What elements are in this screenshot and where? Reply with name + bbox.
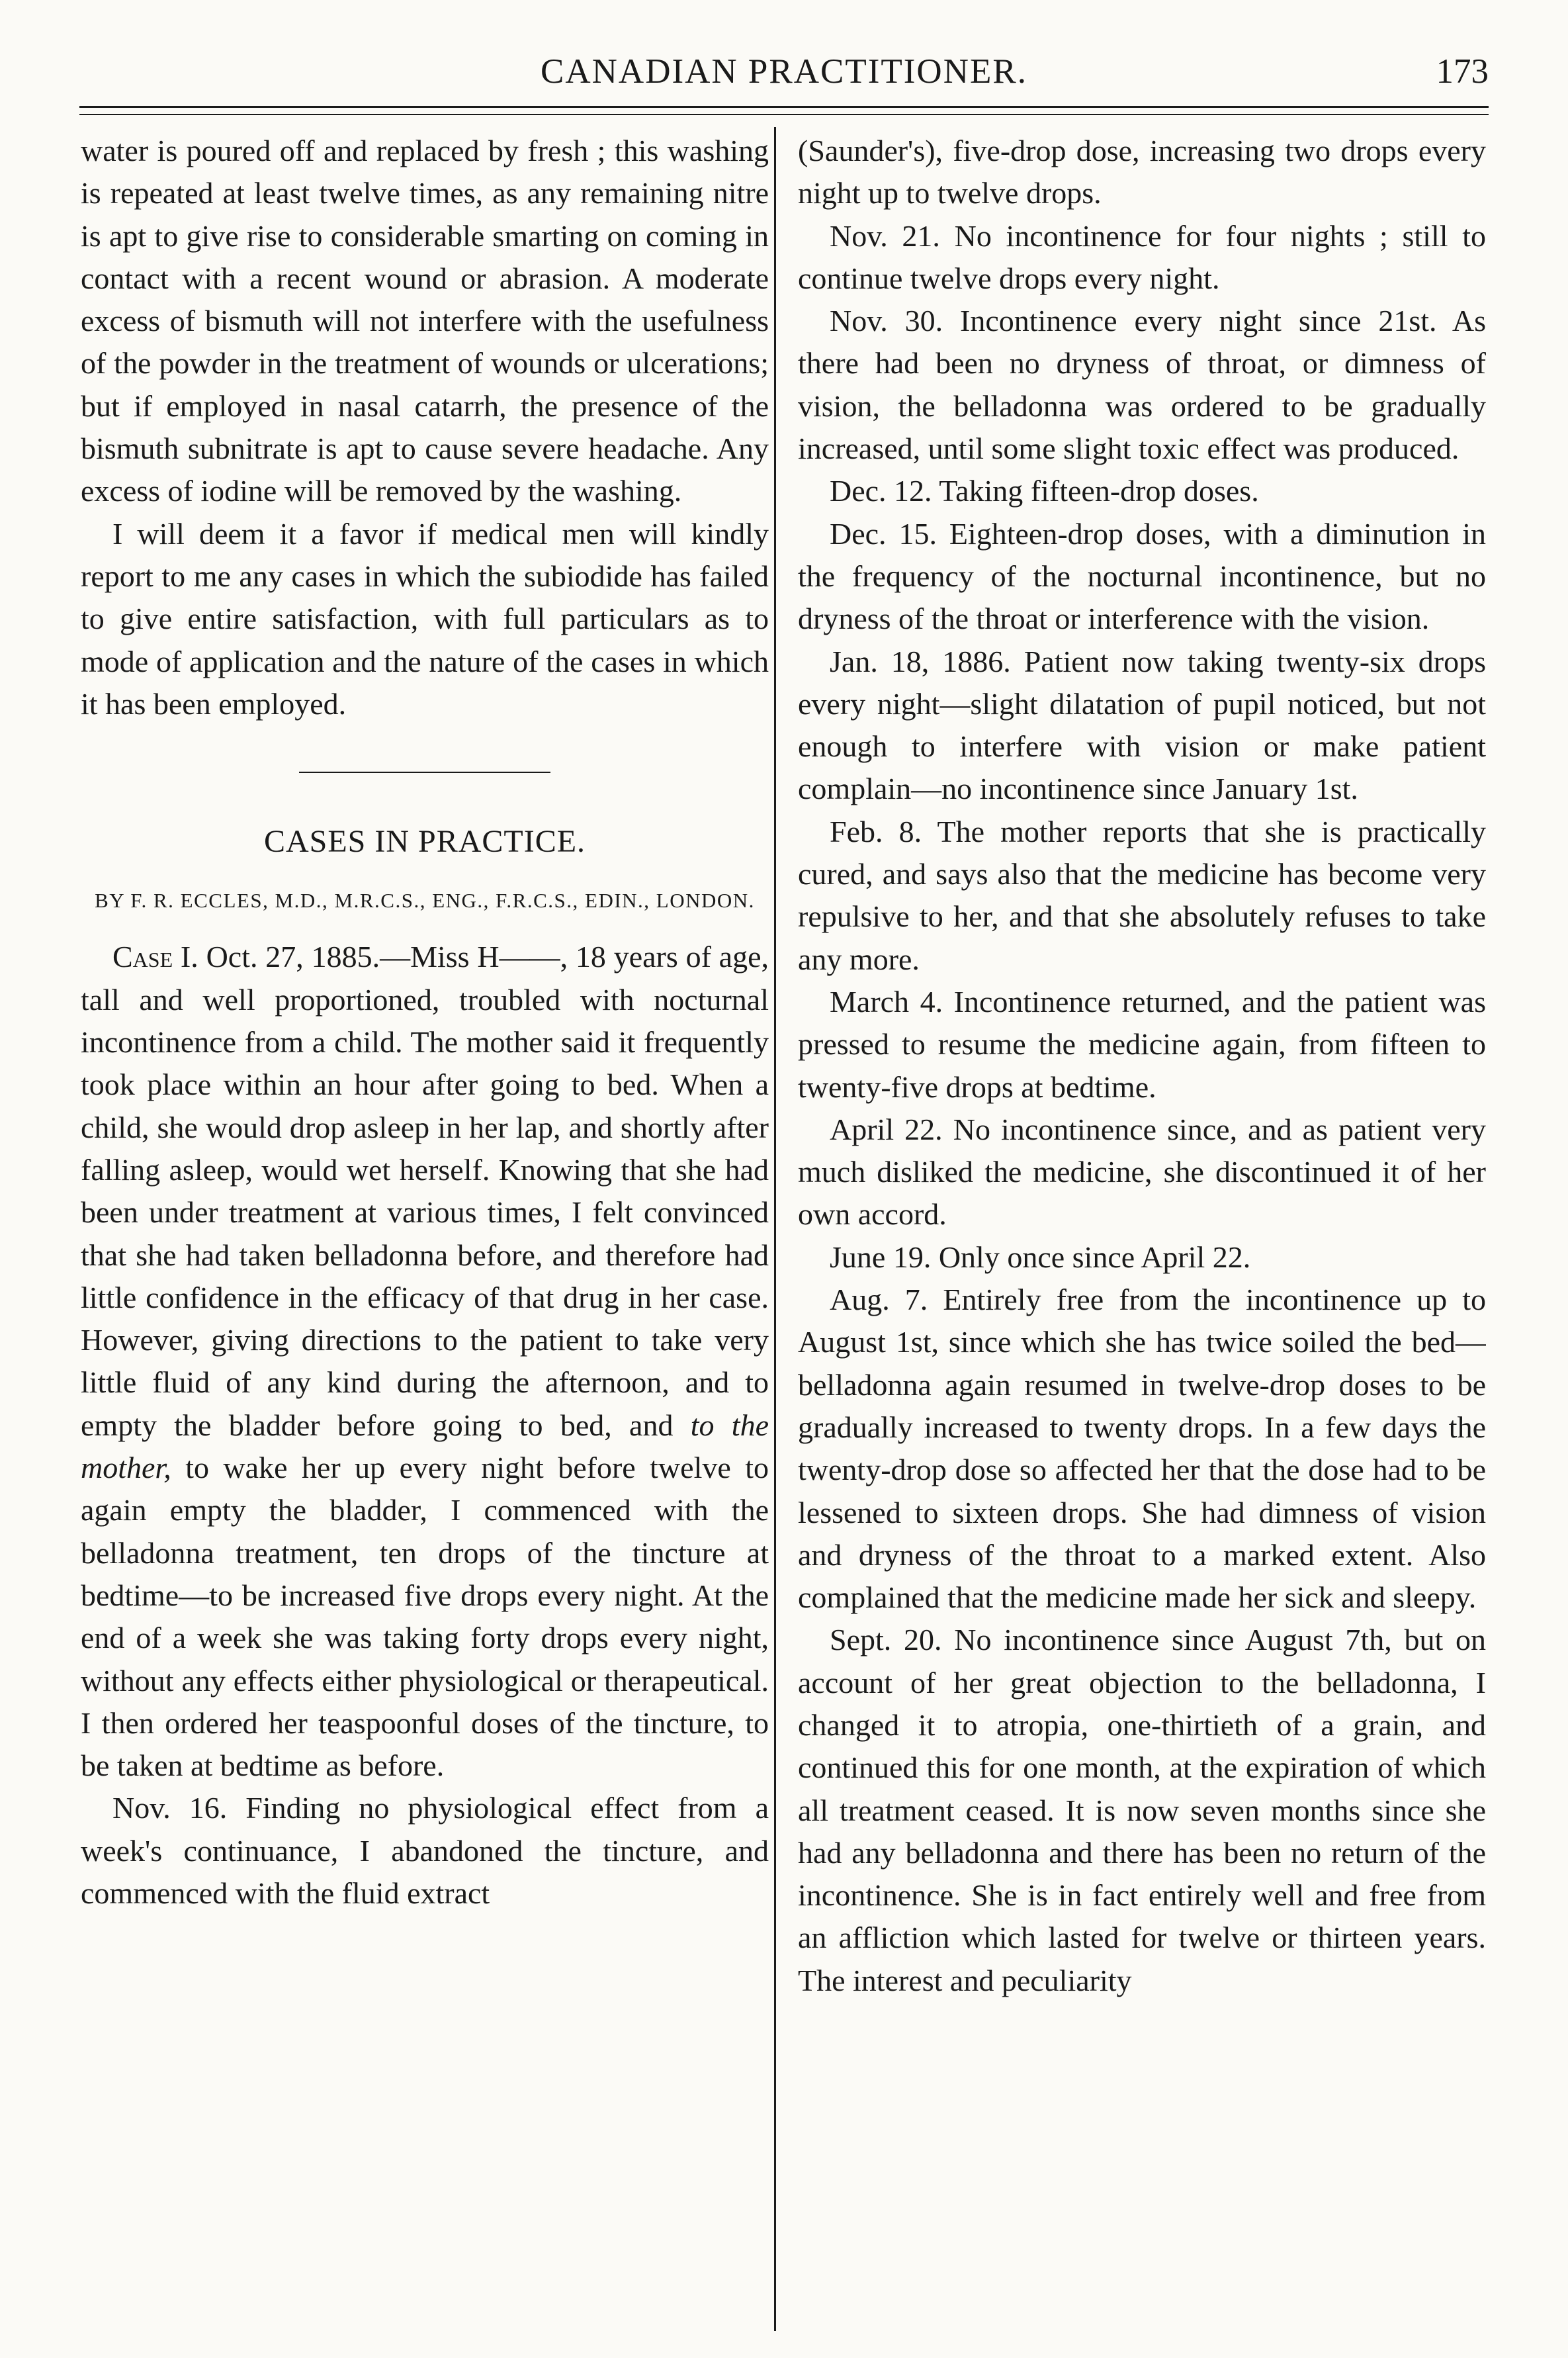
header-rule-bottom	[79, 114, 1489, 115]
running-title: CANADIAN PRACTITIONER.	[541, 52, 1027, 91]
paragraph: Feb. 8. The mother reports that she is practically cured, and says also that the medicine has become very repulsive to her, and that she absolutely refuses to take any more.	[798, 814, 1486, 976]
paragraph: Nov. 21. No incontinence for four nights ; still to continue twelve drops every night.	[798, 218, 1486, 295]
paragraph: Aug. 7. Entirely free from the incontinence up to August 1st, since which she has twice soiled the bed—belladonna again resumed in twelve-drop doses to be gradually increased to twenty drops. In a few days the twenty-drop dose so affected her that the dose had to be lessened to sixteen drops. She had dimness of vision and dryness of the throat to a marked extent. Also complained that the medicine made her sick and sleepy.	[798, 1283, 1486, 1615]
paragraph: Nov. 16. Finding no physiological effect from a week's continuance, I abandoned the tincture, and commenced with the fluid extract	[81, 1791, 769, 1910]
case-text-continued: to wake her up every night before twelve to again empty the bladder, I commenced with the belladonna treatment, ten drops of the tincture at bedtime—to be increased five drops every night. At the end of a week she was taking forty drops every night, without any effects either physiological or therapeutical. I then ordered her teaspoonful doses of the tincture, to be taken at bedtime as before.	[81, 1451, 769, 1783]
paragraph: Sept. 20. No incontinence since August 7th, but on account of her great objection to the belladonna, I changed it to atropia, one-thirtieth of a grain, and continued this for one month, at the expiration of which all treatment ceased. It is now seven months since she had any belladonna and there has been no return of the incontinence. She is in fact entirely well and free from an affliction which lasted for twelve or thirteen years. The interest and peculiarity	[798, 1623, 1486, 1997]
header-rule-top	[79, 106, 1489, 108]
page-number: 173	[1436, 52, 1489, 91]
right-column	[798, 130, 1486, 2340]
paragraph: March 4. Incontinence returned, and the patient was pressed to resume the medicine again, from fifteen to twenty-five drops at bedtime.	[798, 984, 1486, 1104]
paragraph: Nov. 30. Incontinence every night since 21st. As there had been no dryness of throat, or dimness of vision, the belladonna was ordered to be gradually increased, until some slight toxic effect was produced.	[798, 304, 1486, 466]
paragraph: Dec. 12. Taking fifteen-drop doses.	[830, 474, 1259, 508]
case-paragraph	[81, 936, 769, 1787]
paragraph: June 19. Only once since April 22.	[830, 1240, 1251, 1274]
case-text: Oct. 27, 1885.—Miss H——, 18 years of age, tall and well proportioned, troubled with nocturnal incontinence from a child. The mother said it frequently took place within an hour after going to bed. When a child, she would drop asleep in her lap, and shortly after falling asleep, would wet herself. Knowing that she had been under treatment at various times, I felt convinced that she had taken belladonna before, and therefore had little confidence in the efficacy of that drug in her case. However, giving directions to the patient to take very little fluid of any kind during the afternoon, and to empty the bladder before going to bed, and	[81, 940, 769, 1442]
paragraph: (Saunder's), five-drop dose, increasing two drops every night up to twelve drops.	[798, 134, 1486, 210]
author-byline: BY F. R. ECCLES, M.D., M.R.C.S., ENG., F.R.C.S., EDIN., LONDON.	[95, 889, 755, 913]
case-text-italic: to the mother,	[81, 1408, 769, 1485]
paragraph: Jan. 18, 1886. Patient now taking twenty-six drops every night—slight dilatation of pupil noticed, but not enough to interfere with vision or make patient complain—no incontinence since January 1st.	[798, 644, 1486, 806]
paragraph: April 22. No incontinence since, and as patient very much disliked the medicine, she discontinued it of her own accord.	[798, 1112, 1486, 1232]
paragraph: I will deem it a favor if medical men will kindly report to me any cases in which the subiodide has failed to give entire satisfaction, with full particulars as to mode of application and the nature of the cases in which it has been employed.	[81, 516, 769, 721]
left-column	[81, 130, 769, 2340]
section-divider	[299, 772, 550, 773]
paragraph: water is poured off and replaced by fresh ; this washing is repeated at least twelve times, as any remaining nitre is apt to give rise to considerable smarting on coming in contact with a recent wound or abrasion. A moderate excess of bismuth will not interfere with the usefulness of the powder in the treatment of wounds or ulcerations; but if employed in nasal catarrh, the presence of the bismuth subnitrate is apt to cause severe headache. Any excess of iodine will be removed by the washing.	[81, 134, 769, 508]
column-divider	[774, 127, 776, 2331]
section-heading: CASES IN PRACTICE.	[263, 824, 586, 860]
paragraph: Dec. 15. Eighteen-drop doses, with a diminution in the frequency of the nocturnal incontinence, but no dryness of the throat or interference with the vision.	[798, 516, 1486, 636]
page-header	[79, 52, 1489, 111]
case-label: Case I.	[112, 940, 198, 974]
